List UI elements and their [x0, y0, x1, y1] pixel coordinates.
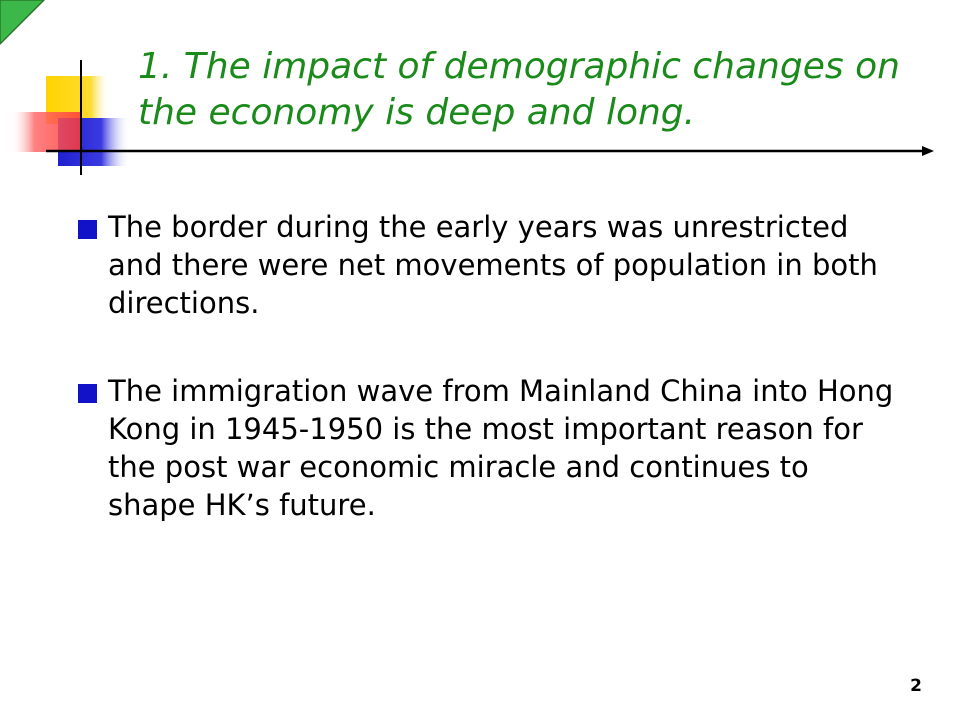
decorative-color-blocks — [0, 60, 150, 180]
title-underline-arrow — [46, 144, 934, 158]
bullet-item — [74, 372, 894, 524]
square-bullet-icon — [78, 384, 97, 403]
bullet-list — [74, 208, 894, 574]
square-bullet-icon — [78, 220, 97, 239]
slide-title: 1. The impact of demographic changes on the economy is deep and long. — [138, 46, 900, 133]
bullet-item — [74, 208, 894, 322]
page-number: 2 — [910, 676, 922, 696]
bullet-text: The immigration wave from Mainland China into Hong Kong in 1945-1950 is the most important reason for the post war economic miracle and continues to shape HK’s future. — [108, 374, 894, 522]
corner-triangle-decoration — [0, 0, 46, 46]
bullet-text: The border during the early years was unrestricted and there were net movements of population in both directions. — [108, 210, 878, 320]
